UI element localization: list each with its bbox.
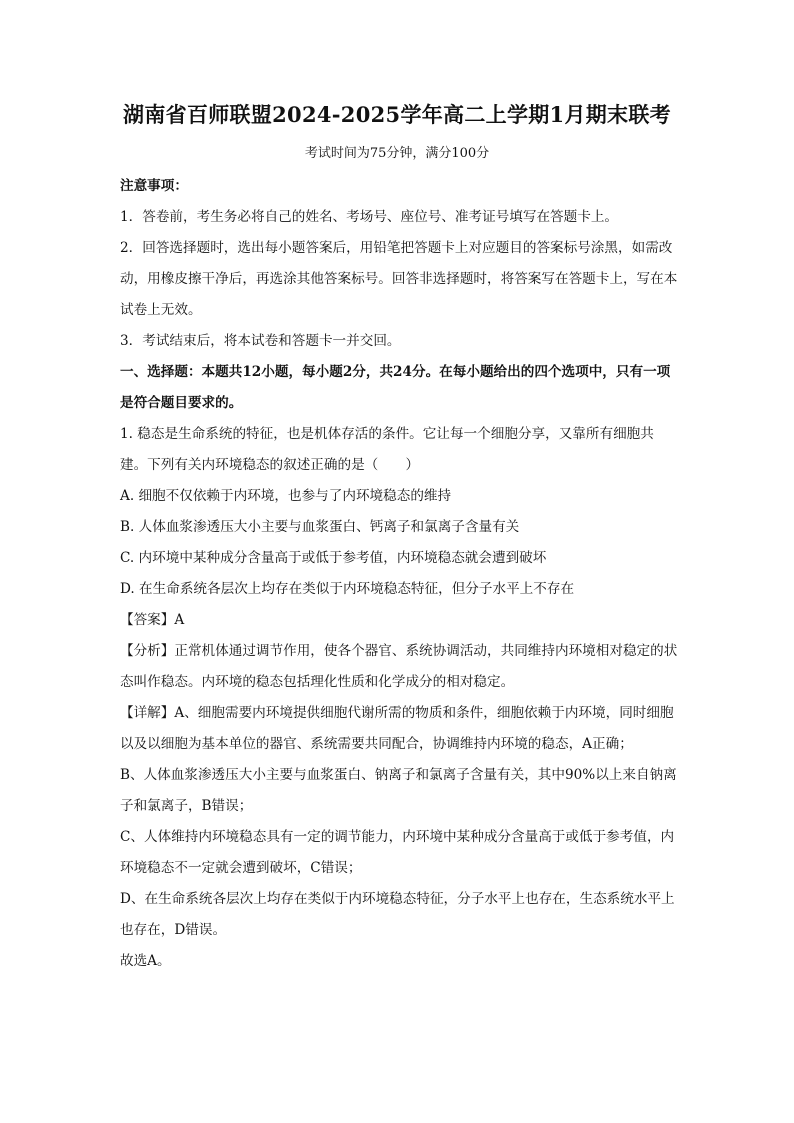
option-c: C. 内环境中某种成分含量高于或低于参考值，内环境稳态就会遭到破坏: [120, 550, 547, 566]
analysis-paragraph: 【分析】正常机体通过调节作用，使各个器官、系统协调活动，共同维持内环境相对稳定的状态叫作稳态。内环境的稳态包括理化性质和化学成分的相对稳定。: [120, 643, 678, 690]
option-a: A. 细胞不仅依赖于内环境，也参与了内环境稳态的维持: [120, 488, 452, 504]
option-d: D. 在生命系统各层次上均存在类似于内环境稳态特征，但分子水平上不存在: [120, 581, 575, 597]
detail-paragraph-c: C、人体维持内环境稳态具有一定的调节能力，内环境中某种成分含量高于或低于参考值，内环境稳态不一定就会遭到破坏，C错误；: [120, 829, 675, 876]
notice-item-2: 2．回答选择题时，选出每小题答案后，用铅笔把答题卡上对应题目的答案标号涂黑，如需改动，用橡皮擦干净后，再选涂其他答案标号。回答非选择题时，将答案写在答题卡上，写在本试卷上无效。: [120, 240, 678, 318]
section-heading: 一、选择题：本题共12小题，每小题2分，共24分。在每小题给出的四个选项中，只有一项是符合题目要求的。: [120, 364, 671, 411]
exam-time-info: 考试时间为75分钟，满分100分: [304, 146, 490, 161]
notice-item-3: 3．考试结束后，将本试卷和答题卡一并交回。: [120, 333, 401, 349]
conclusion-line: 故选A。: [120, 953, 171, 969]
option-b: B. 人体血浆渗透压大小主要与血浆蛋白、钙离子和氯离子含量有关: [120, 519, 520, 535]
document-body: [120, 171, 680, 977]
detail-paragraph-a: 【详解】A、细胞需要内环境提供细胞代谢所需的物质和条件，细胞依赖于内环境，同时细胞以及以细胞为基本单位的器官、系统需要共同配合，协调维持内环境的稳态，A正确；: [120, 705, 674, 752]
detail-paragraph-d: D、在生命系统各层次上均存在类似于内环境稳态特征，分子水平上也存在，生态系统水平上也存在，D错误。: [120, 891, 675, 938]
question-stem: 1. 稳态是生命系统的特征，也是机体存活的条件。它让每一个细胞分享，又靠所有细胞共建。下列有关内环境稳态的叙述正确的是（ ）: [120, 426, 654, 473]
notice-item-1: 1．答卷前，考生务必将自己的姓名、考场号、座位号、准考证号填写在答题卡上。: [120, 209, 619, 225]
page-title: 湖南省百师联盟2024-2025学年高二上学期1月期末联考: [123, 102, 671, 127]
detail-paragraph-b: B、人体血浆渗透压大小主要与血浆蛋白、钠离子和氯离子含量有关，其中90%以上来自钠离子和氯离子，B错误；: [120, 767, 677, 814]
notice-heading: 注意事项：: [120, 178, 188, 194]
answer-line: 【答案】A: [120, 612, 185, 628]
